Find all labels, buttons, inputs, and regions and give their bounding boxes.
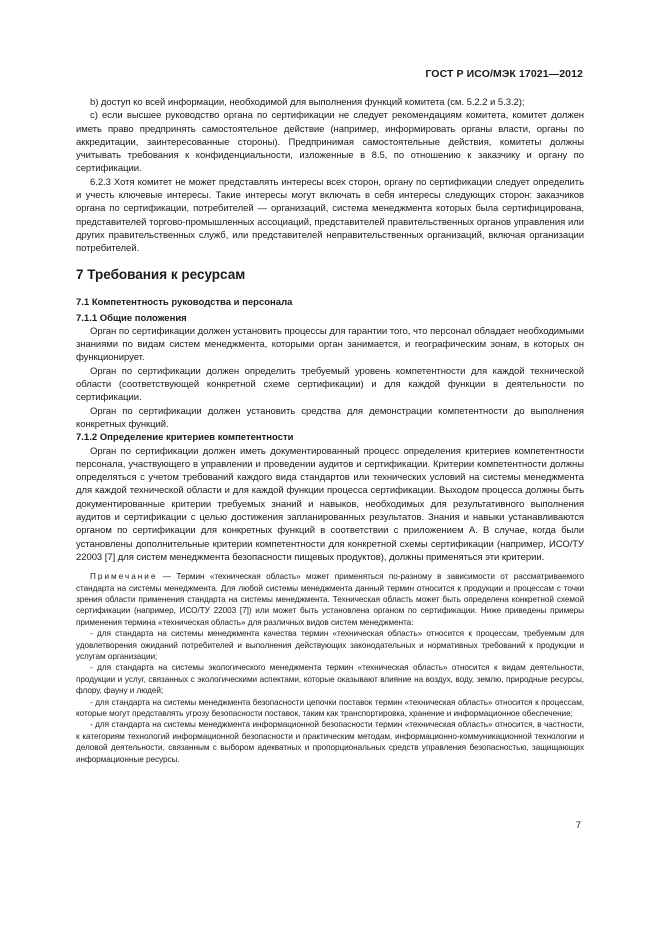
page-content [76, 96, 584, 765]
note-item-environment: - для стандарта на системы экологического менеджмента термин «техническая область» относится к видам деятельности, продукции и услуг, связанных с экологическими аспектами, которые оказывают влияние на воздух, воду, землю, природные ресурсы, флору, фауну и людей; [76, 663, 584, 696]
note-text: — Термин «техническая область» может применяться по-разному в зависимости от рассматриваемого стандарта на системы менеджмента. Для любой системы менеджмента данный термин относится к продукции и процессам с точки зрения области применения стандарта на системы менеджмента. Техническая область может быть определена конкретной схемой сертификации (например, ИСО/ТУ 22003 [7]) или может быть установлена органом по сертификации. Ниже приведены примеры применения термина «техническая область» для различных видов систем менеджмента: [76, 572, 584, 627]
paragraph-7-1-1-c: Орган по сертификации должен установить средства для демонстрации компетентности до выполнения конкретных функций. [76, 405, 584, 430]
paragraph-6-2-3: 6.2.3 Хотя комитет не может представлять интересы всех сторон, органу по сертификации следует определить и учесть ключевые интересы. Такие интересы могут включать в себя интересы следующих сторон: заказчиков органа по сертификации, потребителей — организаций, система менеджмента которых была сертифицирована, представителей торгово-промышленных ассоциаций, представителей правительственных органов управления или других правительственных служб, или представителей неправительственных организаций, включая организации потребителей. [76, 176, 584, 255]
list-item-b: b) доступ ко всей информации, необходимой для выполнения функций комитета (см. 5.2.2 и 5.3.2); [90, 97, 525, 108]
section-7-1-2-title: 7.1.2 Определение критериев компетентности [76, 432, 294, 444]
paragraph-7-1-1-b: Орган по сертификации должен определить требуемый уровень компетентности для каждой технической области (соответствующей конкретной схеме сертификации) и для каждой функции в деятельности по сертификации. [76, 365, 584, 404]
paragraph-7-1-2: Орган по сертификации должен иметь документированный процесс определения критериев компетентности персонала, участвующего в управлении и проведении аудитов и сертификации. Критерии компетентности должны определяться с учетом требований каждого вида стандартов или технических условий на системы менеджмента для каждой технической области и для каждой функции процесса сертификации. Выходом процесса должны быть документированные критерии требуемых знаний и навыков, необходимых для результативного выполнения аудитов и сертификации с целью достижения запланированных результатов. Знания и навыки устанавливаются органом по сертификации для конкретных функций в соответствии с приложением А. В случае, когда были установлены дополнительные критерии компетентности для конкретной схемы сертификации (например, ИСО/ТУ 22003 [7] для систем менеджмента безопасности пищевых продуктов), должны применяться эти критерии. [76, 445, 584, 563]
page-number: 7 [575, 820, 581, 831]
note-item-infosec: - для стандарта на системы менеджмента информационной безопасности термин «техническая область» относится, в частности, к категориям технологий информационной безопасности и практическим методам, информационно-коммуникационной технологии и деловой деятельности, связанным с выбором адекватных и пропорциональных средств управления безопасностью, защищающих информационные ресурсы. [76, 720, 584, 764]
note-item-supply-chain: - для стандарта на системы менеджмента безопасности цепочки поставок термин «техническая область» относится к процессам, которые могут представлять угрозу безопасности поставок, таким как транспортировка, хранение и информационное обеспечение; [76, 697, 584, 719]
section-7-1-1-title: 7.1.1 Общие положения [76, 312, 187, 324]
note-label: Примечание [90, 572, 158, 582]
section-7-title: 7 Требования к ресурсам [76, 266, 246, 282]
section-7-1-title: 7.1 Компетентность руководства и персонала [76, 296, 293, 308]
running-header: ГОСТ Р ИСО/МЭК 17021—2012 [425, 68, 583, 80]
paragraph-7-1-1-a: Орган по сертификации должен установить процессы для гарантии того, что персонал обладает необходимыми знаниями по видам систем менеджмента, которыми орган занимается, и географическим зонам, в которых он функционирует. [76, 325, 584, 364]
note-item-quality: - для стандарта на системы менеджмента качества термин «техническая область» относится к процессам, требуемым для удовлетворения ожиданий потребителей и выполнения действующих законодательных и нормативных требований к продукции и услугам организации; [76, 629, 584, 662]
list-item-c: c) если высшее руководство органа по сертификации не следует рекомендациям комитета, комитет должен иметь право предпринять самостоятельное действие (например, информировать органы власти, органы по аккредитации, заинтересованные стороны). Предпринимая самостоятельные действия, комитеты должны учитывать требования к конфиденциальности, изложенные в 8.5, по отношению к заказчику и органу по сертификации. [76, 110, 584, 175]
note-paragraph [76, 571, 584, 628]
